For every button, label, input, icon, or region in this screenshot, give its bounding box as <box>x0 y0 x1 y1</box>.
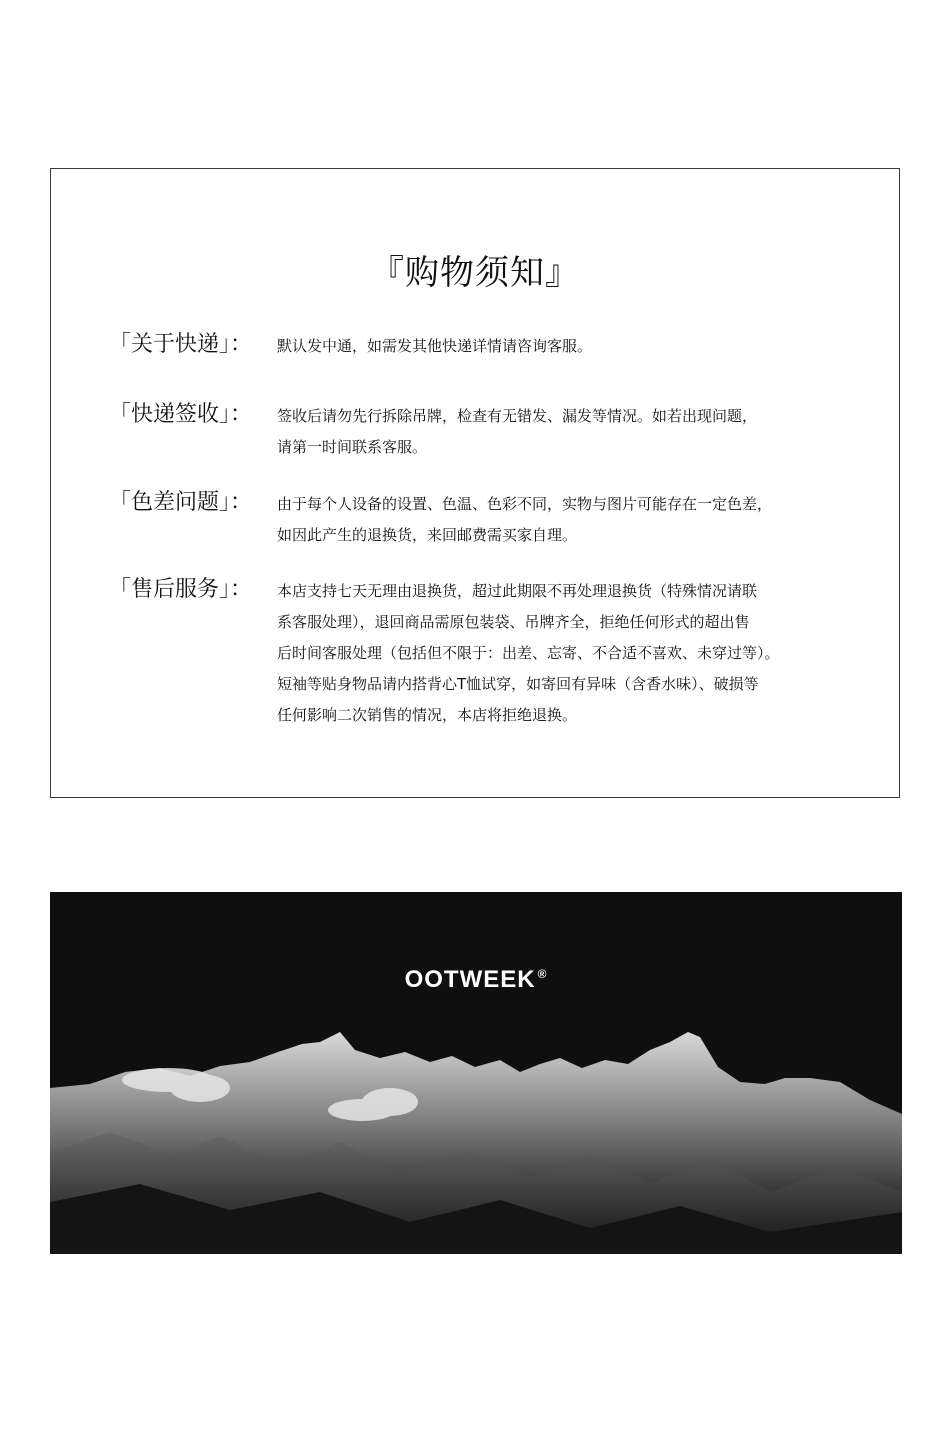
section-line: 默认发中通，如需发其他快递详情请咨询客服。 <box>277 337 593 355</box>
section-line: 本店支持七天无理由退换货，超过此期限不再处理退换货（特殊情况请联 <box>277 582 758 600</box>
section-line: 短袖等贴身物品请内搭背心T恤试穿，如寄回有异味（含香水味）、破损等 <box>277 675 759 693</box>
brand-name: OOTWEEK <box>404 966 536 993</box>
section-line: 系客服处理），退回商品需原包装袋、吊牌齐全，拒绝任何形式的超出售 <box>277 613 750 631</box>
section-body-after-sales <box>277 576 877 731</box>
section-body-delivery-signoff <box>277 401 877 463</box>
brand-logo <box>50 966 902 994</box>
section-line: 由于每个人设备的设置、色温、色彩不同，实物与图片可能存在一定色差， <box>277 495 773 513</box>
registered-mark: ® <box>537 967 548 981</box>
section-line: 如因此产生的退换货，来回邮费需买家自理。 <box>277 526 578 544</box>
mountain-range-image <box>50 892 902 1254</box>
shopping-notice-panel <box>50 168 900 798</box>
section-label-after-sales: 「售后服务」： <box>109 577 253 602</box>
section-body-shipping <box>277 331 877 362</box>
section-line: 任何影响二次销售的情况，本店将拒绝退换。 <box>277 706 578 724</box>
notice-title: 『购物须知』 <box>370 253 580 293</box>
section-body-color-difference <box>277 489 877 551</box>
section-line: 请第一时间联系客服。 <box>277 438 428 456</box>
section-label-delivery-signoff: 「快递签收」： <box>109 402 253 427</box>
section-line: 后时间客服处理（包括但不限于：出差、忘寄、不合适不喜欢、未穿过等）。 <box>277 644 780 662</box>
brand-banner <box>50 892 902 1254</box>
section-line: 签收后请勿先行拆除吊牌，检查有无错发、漏发等情况。如若出现问题， <box>277 407 758 425</box>
section-label-shipping: 「关于快递」： <box>109 332 253 357</box>
section-label-color-difference: 「色差问题」： <box>109 490 253 515</box>
